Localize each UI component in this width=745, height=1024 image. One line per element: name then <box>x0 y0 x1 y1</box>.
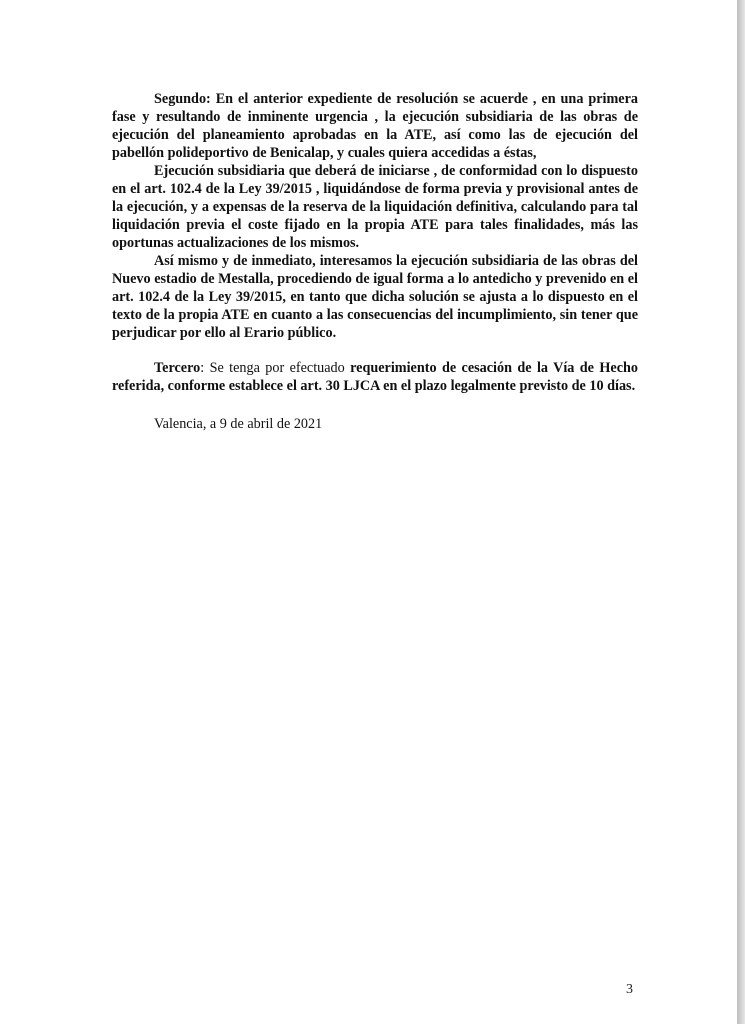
paragraph-tercero <box>112 359 638 395</box>
tercero-text: requerimiento de cesación de la Vía de Hecho referida, conforme establece el art. 30 LJCA en el plazo legalmente previsto de 10 días. <box>112 360 638 394</box>
segundo-text: En el anterior expediente de resolución se acuerde , en una primera fase y resultando de inminente urgencia , la ejecución subsidiaria de las obras de ejecución del planeamiento aprobadas en la ATE, así como las de ejecución del pabellón polideportivo de Benicalap, y cuales quiera accedidas a éstas, <box>112 91 638 161</box>
document-body <box>112 90 638 433</box>
place-date-line: Valencia, a 9 de abril de 2021 <box>154 416 323 432</box>
tercero-label: Tercero <box>154 360 201 376</box>
paragraph-segundo <box>112 90 638 162</box>
paragraph-asi-mismo: Así mismo y de inmediato, interesamos la ejecución subsidiaria de las obras del Nuevo estadio de Mestalla, procediendo de igual forma a lo antedicho y prevenido en el art. 102.4 de la Ley 39/2015, en tanto que dicha solución se ajusta a lo dispuesto en el texto de la propia ATE en cuanto a las consecuencias del incumplimiento, sin tener que perjudicar por ello al Erario público. <box>112 253 638 341</box>
page-number: 3 <box>626 982 633 997</box>
paragraph-gap <box>112 395 638 415</box>
page-edge-shadow <box>737 0 745 1024</box>
segundo-label: Segundo: <box>154 91 211 107</box>
tercero-normal-text: : Se tenga por efectuado <box>200 360 351 376</box>
paragraph-ejecucion-subsidiaria: Ejecución subsidiaria que deberá de iniciarse , de conformidad con lo dispuesto en el art. 102.4 de la Ley 39/2015 , liquidándose de forma previa y provisional antes de la ejecución, y a expensas de la reserva de la liquidación definitiva, calculando para tal liquidación previa el coste fijado en la propia ATE para tales finalidades, más las oportunas actualizaciones de los mismos. <box>112 163 638 251</box>
paragraph-gap <box>112 342 638 359</box>
